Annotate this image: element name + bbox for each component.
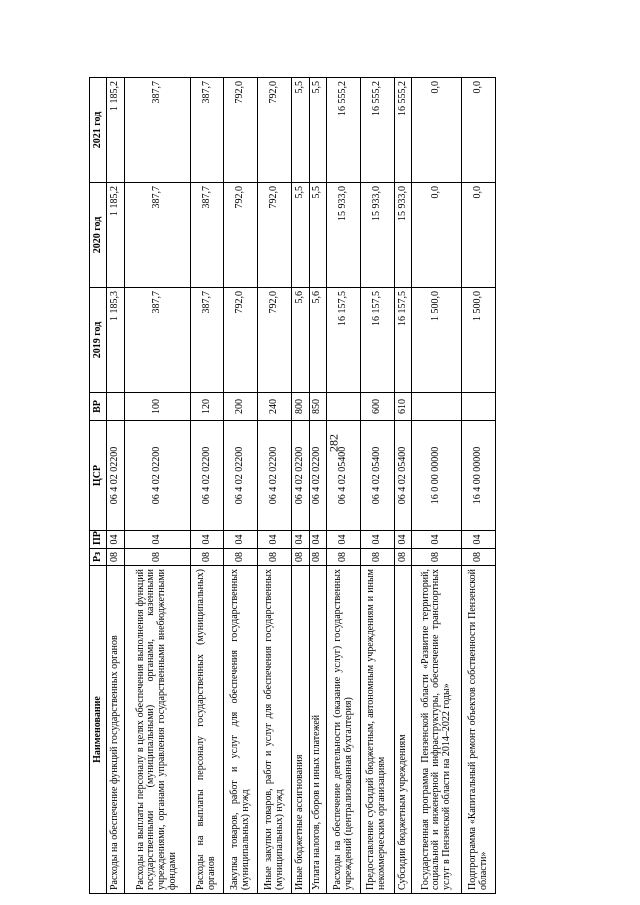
cell-name: Предоставление субсидий бюджетным, автономным учреждениям и иным некоммерческим организациям <box>360 566 394 894</box>
cell-csr: 06 4 02 02200 <box>258 421 292 531</box>
cell-name: Расходы на обеспечение деятельности (оказание услуг) государственных учреждений (централизованная бухгалтерия) <box>327 566 361 894</box>
cell-pr: 04 <box>412 531 462 549</box>
cell-name: Уплата налогов, сборов и иных платежей <box>309 566 327 894</box>
cell-2020: 387,7 <box>190 183 224 288</box>
cell-2020: 15 933,0 <box>394 183 412 288</box>
header-rz: Рз <box>90 549 107 566</box>
cell-vr <box>462 393 496 421</box>
budget-table <box>89 77 496 894</box>
cell-vr: 240 <box>258 393 292 421</box>
cell-2020: 387,7 <box>124 183 190 288</box>
header-2021: 2021 год <box>90 78 107 183</box>
cell-rz: 08 <box>258 549 292 566</box>
cell-2021: 16 555,2 <box>360 78 394 183</box>
cell-csr: 06 4 02 02200 <box>291 421 309 531</box>
cell-rz: 08 <box>224 549 258 566</box>
cell-csr: 06 4 02 02200 <box>309 421 327 531</box>
cell-name: Иные закупки товаров, работ и услуг для обеспечения государственных (муниципальных) нужд <box>258 566 292 894</box>
cell-pr: 04 <box>394 531 412 549</box>
cell-rz: 08 <box>291 549 309 566</box>
cell-pr: 04 <box>327 531 361 549</box>
cell-vr: 100 <box>124 393 190 421</box>
cell-rz: 08 <box>394 549 412 566</box>
cell-pr: 04 <box>291 531 309 549</box>
cell-2020: 5,5 <box>309 183 327 288</box>
cell-vr: 600 <box>360 393 394 421</box>
cell-2020: 15 933,0 <box>327 183 361 288</box>
page-number: 282 <box>326 434 341 452</box>
cell-name: Расходы на обеспечение функций государственных органов <box>107 566 125 894</box>
table-row <box>291 78 309 894</box>
cell-rz: 08 <box>360 549 394 566</box>
cell-2020: 792,0 <box>224 183 258 288</box>
cell-pr: 04 <box>360 531 394 549</box>
cell-2021: 0,0 <box>412 78 462 183</box>
cell-2021: 792,0 <box>224 78 258 183</box>
cell-rz: 08 <box>412 549 462 566</box>
cell-name: Субсидии бюджетным учреждениям <box>394 566 412 894</box>
rotated-table-frame <box>89 78 496 894</box>
cell-2019: 1 500,0 <box>412 288 462 393</box>
table-row <box>394 78 412 894</box>
cell-pr: 04 <box>107 531 125 549</box>
cell-csr: 16 0 00 00000 <box>412 421 462 531</box>
cell-2020: 5,5 <box>291 183 309 288</box>
cell-name: Подпрограмма «Капитальный ремонт объектов собственности Пензенской области» <box>462 566 496 894</box>
cell-2019: 792,0 <box>224 288 258 393</box>
table-row <box>124 78 190 894</box>
cell-vr: 850 <box>309 393 327 421</box>
cell-2021: 16 555,2 <box>327 78 361 183</box>
cell-2019: 5,6 <box>291 288 309 393</box>
cell-2019: 16 157,5 <box>360 288 394 393</box>
cell-2020: 15 933,0 <box>360 183 394 288</box>
cell-pr: 04 <box>224 531 258 549</box>
table-row <box>309 78 327 894</box>
cell-csr: 06 4 02 05400 <box>394 421 412 531</box>
cell-pr: 04 <box>258 531 292 549</box>
cell-2021: 387,7 <box>190 78 224 183</box>
cell-2021: 5,5 <box>291 78 309 183</box>
cell-pr: 04 <box>462 531 496 549</box>
cell-vr <box>412 393 462 421</box>
cell-2019: 16 157,5 <box>327 288 361 393</box>
cell-rz: 08 <box>190 549 224 566</box>
cell-csr: 06 4 02 02200 <box>107 421 125 531</box>
table-row <box>224 78 258 894</box>
cell-vr: 800 <box>291 393 309 421</box>
cell-2019: 1 185,3 <box>107 288 125 393</box>
cell-vr: 610 <box>394 393 412 421</box>
cell-2021: 792,0 <box>258 78 292 183</box>
cell-name: Расходы на выплаты персоналу в целях обеспечения выполнения функций государственными (муниципальными) органами, казенными учреждениями, органами управления государственными внебюджетными фондами <box>124 566 190 894</box>
cell-2019: 387,7 <box>124 288 190 393</box>
cell-name: Государственная программа Пензенской области «Развитие территорий, социальной и инженерной инфраструктуры, обеспечение транспортных услуг в Пензенской области на 2014–2022 годы» <box>412 566 462 894</box>
table-row <box>258 78 292 894</box>
cell-csr: 06 4 02 02200 <box>224 421 258 531</box>
header-2020: 2020 год <box>90 183 107 288</box>
cell-name: Закупка товаров, работ и услуг для обеспечения государственных (муниципальных) нужд <box>224 566 258 894</box>
header-2019: 2019 год <box>90 288 107 393</box>
cell-2021: 0,0 <box>462 78 496 183</box>
cell-2021: 5,5 <box>309 78 327 183</box>
header-vr: ВР <box>90 393 107 421</box>
cell-2020: 0,0 <box>412 183 462 288</box>
cell-2020: 0,0 <box>462 183 496 288</box>
cell-pr: 04 <box>124 531 190 549</box>
cell-vr <box>327 393 361 421</box>
cell-2019: 5,6 <box>309 288 327 393</box>
cell-2021: 16 555,2 <box>394 78 412 183</box>
table-row <box>107 78 125 894</box>
cell-csr: 06 4 02 05400 <box>327 421 361 531</box>
cell-pr: 04 <box>190 531 224 549</box>
header-name: Наименование <box>90 566 107 894</box>
header-pr: ПР <box>90 531 107 549</box>
cell-2020: 1 185,2 <box>107 183 125 288</box>
cell-vr <box>107 393 125 421</box>
cell-csr: 16 4 00 00000 <box>462 421 496 531</box>
header-csr: ЦСР <box>90 421 107 531</box>
cell-csr: 06 4 02 02200 <box>124 421 190 531</box>
table-row <box>412 78 462 894</box>
table-row <box>462 78 496 894</box>
cell-pr: 04 <box>309 531 327 549</box>
cell-rz: 08 <box>107 549 125 566</box>
table-header-row <box>90 78 107 894</box>
table-row <box>190 78 224 894</box>
table-row <box>327 78 361 894</box>
cell-rz: 08 <box>327 549 361 566</box>
cell-2021: 1 185,2 <box>107 78 125 183</box>
cell-rz: 08 <box>462 549 496 566</box>
cell-rz: 08 <box>124 549 190 566</box>
cell-2019: 16 157,5 <box>394 288 412 393</box>
cell-2019: 1 500,0 <box>462 288 496 393</box>
cell-name: Иные бюджетные ассигнования <box>291 566 309 894</box>
cell-vr: 200 <box>224 393 258 421</box>
cell-name: Расходы на выплаты персоналу государственных (муниципальных) органов <box>190 566 224 894</box>
table-row <box>360 78 394 894</box>
cell-rz: 08 <box>309 549 327 566</box>
cell-2019: 792,0 <box>258 288 292 393</box>
cell-2020: 792,0 <box>258 183 292 288</box>
cell-csr: 06 4 02 05400 <box>360 421 394 531</box>
cell-csr: 06 4 02 02200 <box>190 421 224 531</box>
cell-2019: 387,7 <box>190 288 224 393</box>
cell-2021: 387,7 <box>124 78 190 183</box>
cell-vr: 120 <box>190 393 224 421</box>
